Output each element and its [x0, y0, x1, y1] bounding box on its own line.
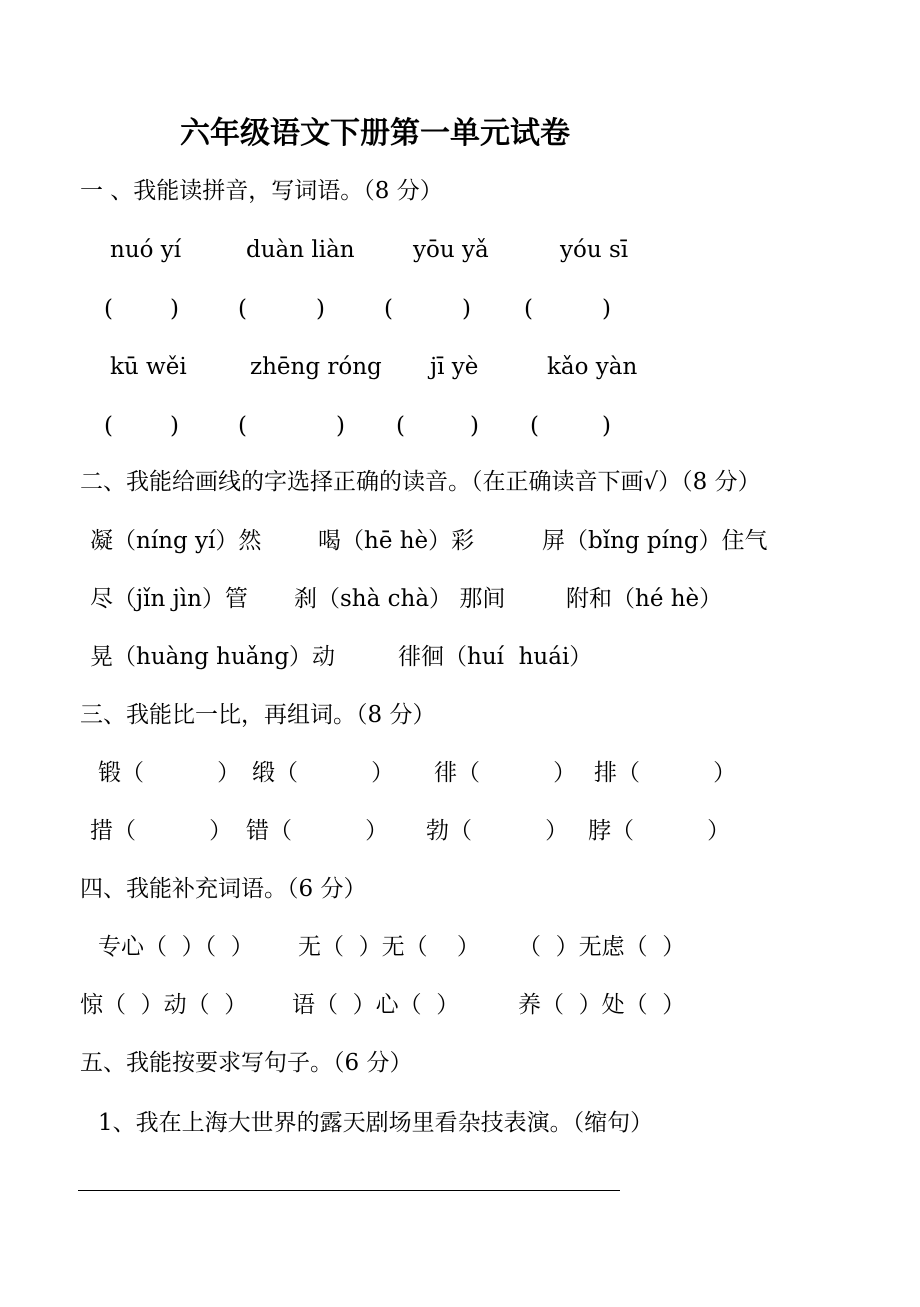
- pinyin-item: jī yè: [430, 354, 479, 380]
- section-2-heading: 二、我能给画线的字选择正确的读音。（在正确读音下画√）（8 分）: [80, 469, 761, 495]
- word-compare-item[interactable]: 脖（ ）: [588, 818, 731, 844]
- pinyin-item: kū wěi: [110, 354, 187, 380]
- pinyin-item: kǎo yàn: [547, 354, 638, 380]
- reading-choice-item[interactable]: 刹（shà chà） 那间: [294, 586, 506, 612]
- page-title: 六年级语文下册第一单元试卷: [180, 116, 570, 151]
- answer-bracket-open[interactable]: (: [238, 413, 247, 439]
- word-compare-item[interactable]: 徘（ ）: [434, 760, 577, 786]
- answer-bracket-open[interactable]: (: [396, 413, 405, 439]
- answer-bracket-open[interactable]: (: [238, 296, 247, 322]
- word-compare-item[interactable]: 勃（ ）: [426, 818, 569, 844]
- idiom-fill-item[interactable]: 语（ ）心（ ）: [292, 992, 460, 1018]
- sentence-question: 1、我在上海大世界的露天剧场里看杂技表演。（缩句）: [98, 1110, 654, 1136]
- pinyin-item: nuó yí: [110, 237, 182, 263]
- answer-bracket-open[interactable]: (: [530, 413, 539, 439]
- word-compare-item[interactable]: 措（ ）: [90, 818, 233, 844]
- section-4-heading: 四、我能补充词语。（6 分）: [80, 876, 367, 902]
- idiom-fill-item[interactable]: （ ）无虑（ ）: [518, 934, 686, 960]
- reading-choice-item[interactable]: 喝（hē hè）彩: [318, 528, 475, 554]
- answer-bracket-close[interactable]: ): [602, 413, 611, 439]
- section-1-heading: 一 、我能读拼音，写词语。（8 分）: [80, 178, 443, 204]
- answer-bracket-open[interactable]: (: [104, 296, 113, 322]
- answer-bracket-close[interactable]: ): [336, 413, 345, 439]
- reading-choice-item[interactable]: 徘徊（huí huái）: [398, 644, 593, 670]
- answer-bracket-close[interactable]: ): [316, 296, 325, 322]
- word-compare-item[interactable]: 缎（ ）: [252, 760, 395, 786]
- idiom-fill-item[interactable]: 惊（ ）动（ ）: [80, 992, 248, 1018]
- section-5-heading: 五、我能按要求写句子。（6 分）: [80, 1050, 413, 1076]
- reading-choice-item[interactable]: 屏（bǐng píng）住气: [542, 528, 768, 554]
- answer-bracket-close[interactable]: ): [170, 413, 179, 439]
- answer-line[interactable]: [78, 1190, 620, 1191]
- idiom-fill-item[interactable]: 专心（ ）（ ）: [98, 934, 254, 960]
- idiom-fill-item[interactable]: 无（ ）无（ ）: [298, 934, 480, 960]
- idiom-fill-item[interactable]: 养（ ）处（ ）: [518, 992, 686, 1018]
- reading-choice-item[interactable]: 晃（huàng huǎng）动: [90, 644, 336, 670]
- pinyin-item: duàn liàn: [246, 237, 355, 263]
- reading-choice-item[interactable]: 附和（hé hè）: [566, 586, 723, 612]
- answer-bracket-close[interactable]: ): [602, 296, 611, 322]
- answer-bracket-open[interactable]: (: [104, 413, 113, 439]
- answer-bracket-close[interactable]: ): [462, 296, 471, 322]
- word-compare-item[interactable]: 锻（ ）: [98, 760, 241, 786]
- pinyin-item: yōu yǎ: [413, 237, 489, 263]
- answer-bracket-open[interactable]: (: [524, 296, 533, 322]
- reading-choice-item[interactable]: 凝（níng yí）然: [90, 528, 262, 554]
- section-3-heading: 三、我能比一比，再组词。（8 分）: [80, 702, 436, 728]
- reading-choice-item[interactable]: 尽（jǐn jìn）管: [90, 586, 248, 612]
- pinyin-item: zhēng róng: [250, 354, 382, 380]
- word-compare-item[interactable]: 排（ ）: [594, 760, 737, 786]
- answer-bracket-close[interactable]: ): [470, 413, 479, 439]
- word-compare-item[interactable]: 错（ ）: [246, 818, 389, 844]
- pinyin-item: yóu sī: [560, 237, 629, 263]
- answer-bracket-open[interactable]: (: [384, 296, 393, 322]
- answer-bracket-close[interactable]: ): [170, 296, 179, 322]
